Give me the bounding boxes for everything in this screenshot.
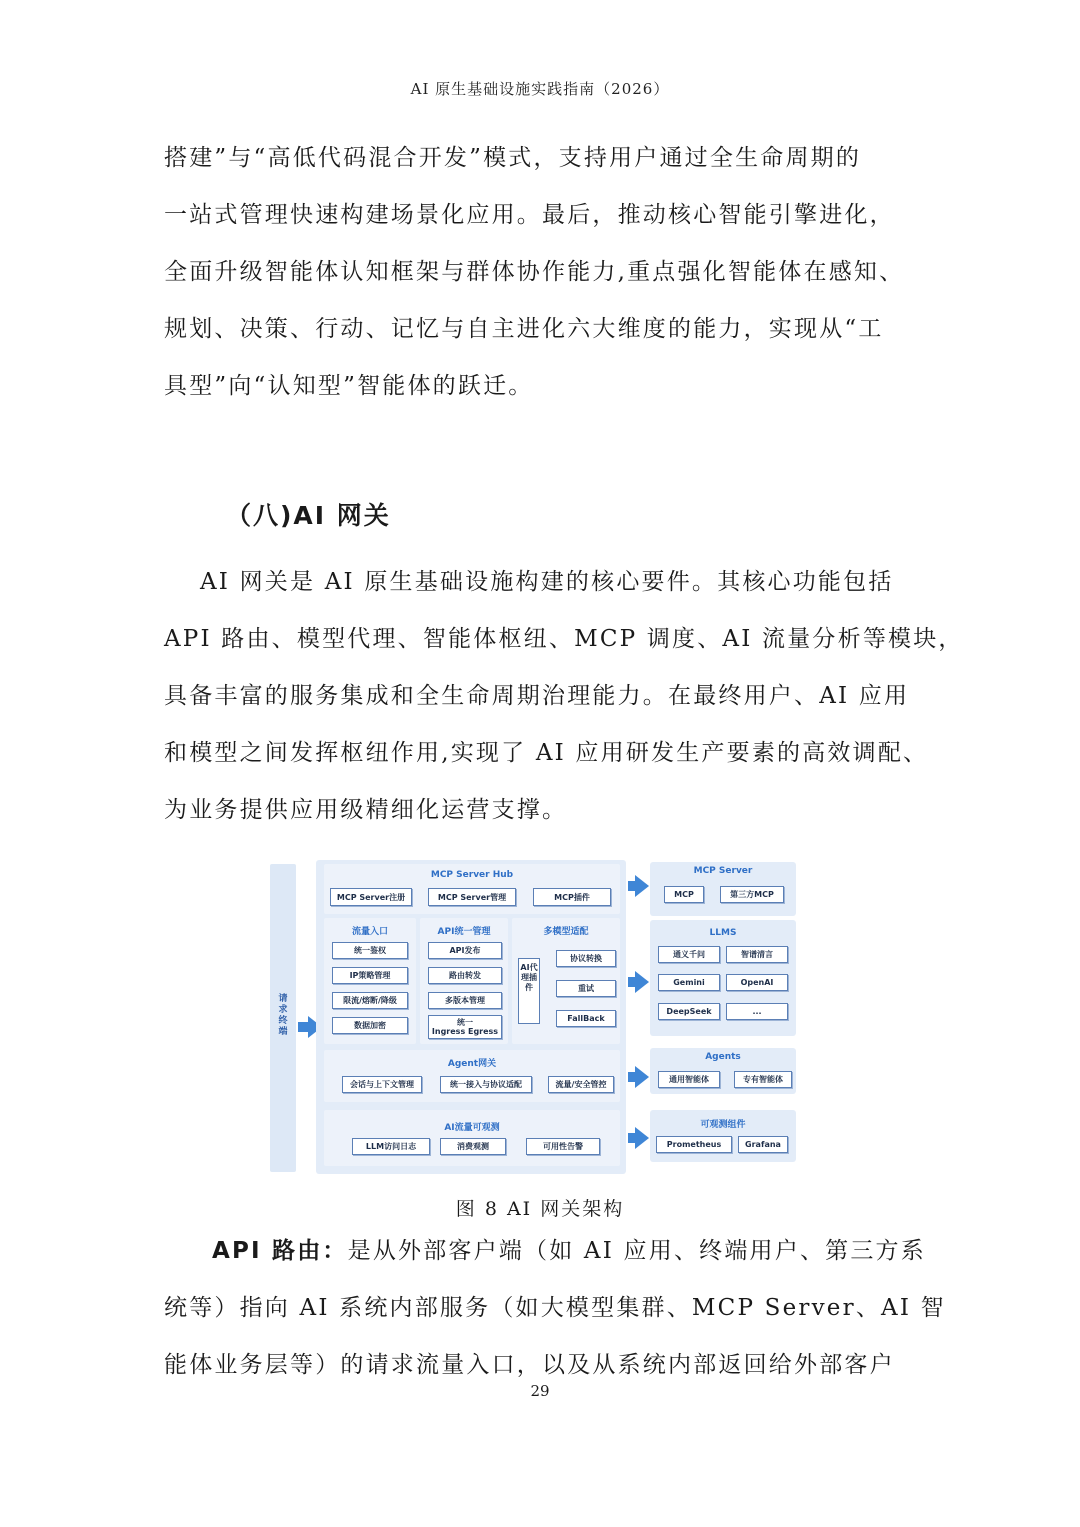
request-terminal-label: 请求终端	[278, 994, 288, 1037]
llm-item: Gemini	[658, 974, 720, 991]
text-line: 具备丰富的服务集成和全生命周期治理能力。在最终用户、AI 应用	[164, 683, 910, 709]
agent-item: 专有智能体	[734, 1071, 792, 1088]
text-line: 规划、决策、行动、记忆与自主进化六大维度的能力，实现从“工	[164, 316, 884, 342]
api-routing-paragraph	[164, 1223, 946, 1394]
hub-item: MCP插件	[533, 888, 611, 906]
api-item-ingress-egress	[428, 1015, 502, 1039]
text-line: 一站式管理快速构建场景化应用。最后，推动核心智能引擎进化，	[164, 202, 895, 228]
api-routing-term: API 路由：	[212, 1238, 348, 1264]
agents-title: Agents	[705, 1052, 741, 1062]
text-line: 和模型之间发挥枢纽作用,实现了 AI 应用研发生产要素的高效调配、	[164, 740, 929, 766]
mcp-server-item: MCP	[664, 886, 704, 903]
page-number: 29	[530, 1382, 550, 1400]
llm-item: DeepSeek	[658, 1003, 720, 1020]
traffic-item: 统一鉴权	[332, 942, 408, 959]
text-line: 统等）指向 AI 系统内部服务（如大模型集群、MCP Server、AI 智	[164, 1295, 946, 1321]
agent-item: 通用智能体	[658, 1071, 720, 1088]
multi-model-item: 协议转换	[556, 950, 616, 967]
multi-model-title: 多模型适配	[543, 927, 589, 937]
agent-gateway-item: 统一接入与协议适配	[440, 1076, 532, 1093]
ingress-line1: 统一	[457, 1018, 473, 1027]
observability-item: LLM访问日志	[352, 1138, 430, 1155]
observability-item: 消费观测	[440, 1138, 506, 1155]
api-item: 路由转发	[428, 967, 502, 984]
running-header: AI 原生基础设施实践指南（2026）	[410, 80, 670, 98]
ai-gateway-architecture-figure	[268, 858, 800, 1176]
llms-title: LLMS	[709, 928, 737, 938]
llm-item: 智谱清言	[726, 946, 788, 963]
body-paragraph	[164, 554, 964, 839]
traffic-item: 数据加密	[332, 1017, 408, 1034]
arrow-right-icon	[635, 971, 649, 993]
text-line: 能体业务层等）的请求流量入口，以及从系统内部返回给外部客户	[164, 1352, 895, 1378]
ai-proxy-plugin-box: AI代理插件	[518, 958, 540, 1024]
mcp-server-title: MCP Server	[693, 866, 753, 876]
text-line: 为业务提供应用级精细化运营支撑。	[164, 797, 568, 823]
intro-paragraph	[164, 130, 924, 415]
multi-model-item: FallBack	[556, 1010, 616, 1027]
mcp-server-hub-title: MCP Server Hub	[430, 870, 514, 880]
traffic-item: 限流/熔断/降级	[332, 992, 408, 1009]
obs-component-item: Grafana	[738, 1136, 788, 1153]
traffic-item: IP策略管理	[332, 967, 408, 984]
multi-model-item: 重试	[556, 980, 616, 997]
ingress-line2: Ingress Egress	[431, 1027, 499, 1036]
section-heading: （八)AI 网关	[226, 501, 391, 530]
agent-gateway-item: 流量/安全管控	[548, 1076, 614, 1093]
arrow-right-icon	[635, 875, 649, 897]
llm-item: ...	[726, 1003, 788, 1020]
observability-item: 可用性告警	[526, 1138, 600, 1155]
arrow-stem	[298, 1022, 308, 1032]
agent-gateway-item: 会话与上下文管理	[342, 1076, 422, 1093]
text-line: AI 网关是 AI 原生基础设施构建的核心要件。其核心功能包括	[200, 569, 894, 595]
api-routing-text: 是从外部客户端（如 AI 应用、终端用户、第三方系	[347, 1238, 926, 1264]
llm-item: 通义千问	[658, 946, 720, 963]
hub-item: MCP Server注册	[330, 888, 412, 906]
text-line: API 路由、模型代理、智能体枢纽、MCP 调度、AI 流量分析等模块，	[164, 626, 964, 652]
arrow-right-icon	[635, 1127, 649, 1149]
agent-gateway-title: Agent网关	[447, 1059, 497, 1069]
mcp-server-item: 第三方MCP	[720, 886, 784, 903]
api-item: 多版本管理	[428, 992, 502, 1009]
text-line: 全面升级智能体认知框架与群体协作能力,重点强化智能体在感知、	[164, 259, 905, 285]
llm-item: OpenAI	[726, 974, 788, 991]
text-line	[164, 1223, 924, 1280]
api-management-title: API统一管理	[437, 927, 491, 937]
api-item: API发布	[428, 942, 502, 959]
obs-components-title: 可观测组件	[700, 1120, 746, 1130]
figure-caption: 图 8 AI 网关架构	[455, 1198, 625, 1220]
obs-component-item: Prometheus	[656, 1136, 732, 1153]
observability-title: AI流量可观测	[444, 1123, 500, 1133]
arrow-right-icon	[635, 1066, 649, 1088]
text-line: 具型”向“认知型”智能体的跃迁。	[164, 373, 534, 399]
hub-item: MCP Server管理	[428, 888, 516, 906]
traffic-entrance-title: 流量入口	[351, 927, 388, 937]
text-line: 搭建”与“高低代码混合开发”模式，支持用户通过全生命周期的	[164, 145, 862, 171]
